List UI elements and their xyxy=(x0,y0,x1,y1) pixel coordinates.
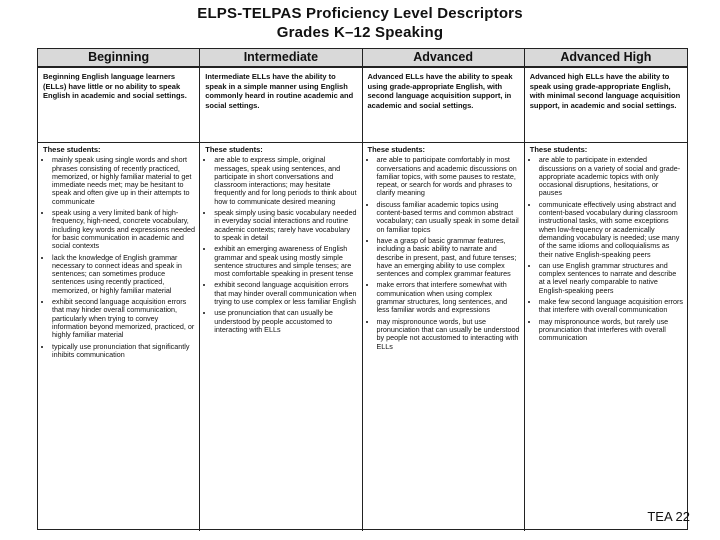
summary-beginning: Beginning English language learners (ELLs) have little or no ability to speak English in academic and social settings. xyxy=(38,68,200,143)
title-line-2: Grades K–12 Speaking xyxy=(276,24,444,41)
descriptor-item: • exhibit an emerging awareness of English grammar and speak using mostly simple sentence structures and simple tenses; are most comfortable speaking in present tense xyxy=(214,245,357,278)
descriptor-list xyxy=(43,156,195,359)
details-lead: These students: xyxy=(367,145,426,154)
descriptor-item: • discuss familiar academic topics using content-based terms and common abstract vocabulary; can usually speak in some detail on familiar topics xyxy=(377,201,520,234)
descriptor-list xyxy=(205,156,357,334)
descriptor-item: • have a grasp of basic grammar features, including a basic ability to narrate and describe in present, past, and future tenses; have an emerging ability to use complex sentences and complex grammar features xyxy=(377,237,520,278)
column-header-advanced-high: Advanced High xyxy=(525,49,687,68)
descriptor-list xyxy=(368,156,520,351)
details-lead: These students: xyxy=(529,145,588,154)
descriptor-list xyxy=(530,156,683,342)
document-title xyxy=(0,4,720,42)
descriptor-item: • exhibit second language acquisition errors that may hinder overall communication when trying to use complex or less familiar English xyxy=(214,281,357,306)
descriptor-item: • mainly speak using single words and short phrases consisting of recently practiced, memorized, or highly familiar material to get immediate needs met; may be hesitant to speak and often give up in their attempts to communicate xyxy=(52,156,195,206)
descriptor-item: • make errors that interfere somewhat with communication when using complex grammar structures, long sentences, and less familiar words and expressions xyxy=(377,281,520,314)
descriptor-item: • are able to express simple, original messages, speak using sentences, and participate in short conversations and classroom interactions; may hesitate frequently and for long periods to think about how to communicate desired meaning xyxy=(214,156,357,206)
details-lead: These students: xyxy=(205,145,263,154)
slide-footer: TEA 22 xyxy=(647,509,690,524)
descriptor-item: • may mispronounce words, but use pronunciation that can usually be understood by people not accustomed to interacting with ELLs xyxy=(377,318,520,351)
details-beginning xyxy=(38,143,200,531)
descriptor-item: • lack the knowledge of English grammar necessary to connect ideas and speak in sentences; can sometimes produce sentences using recently practiced, memorized, or highly familiar material xyxy=(52,254,195,295)
descriptor-item: • may mispronounce words, but rarely use pronunciation that interferes with overall communication xyxy=(539,318,683,343)
column-header-intermediate: Intermediate xyxy=(200,49,362,68)
descriptor-item: • are able to participate comfortably in most conversations and academic discussions on familiar topics, with some pauses to restate, repeat, or search for words and phrases to clarify meaning xyxy=(377,156,520,197)
descriptor-item: • exhibit second language acquisition errors that may hinder overall communication, particularly when trying to convey information beyond memorized, practiced, or highly familiar material xyxy=(52,298,195,339)
descriptor-item: • speak using a very limited bank of high-frequency, high-need, concrete vocabulary, including key words and expressions needed for basic communication in academic and social contexts xyxy=(52,209,195,250)
descriptor-item: • communicate effectively using abstract and content-based vocabulary during classroom instructional tasks, with some exceptions when low-frequency or academically demanding vocabulary is needed; use many of the same idioms and colloquialisms as their native English-speaking peers xyxy=(539,201,683,259)
title-line-1: ELPS-TELPAS Proficiency Level Descriptors xyxy=(197,5,523,22)
details-advanced-high xyxy=(525,143,687,531)
summary-advanced: Advanced ELLs have the ability to speak using grade-appropriate English, with second language acquisition support, in academic and social settings. xyxy=(363,68,525,143)
descriptor-item: • speak simply using basic vocabulary needed in everyday social interactions and routine academic contexts; rarely have vocabulary to speak in detail xyxy=(214,209,357,242)
details-lead: These students: xyxy=(43,145,101,154)
descriptor-item: • can use English grammar structures and complex sentences to narrate and describe at a level nearly comparable to native English-speaking peers xyxy=(539,262,683,295)
column-header-beginning: Beginning xyxy=(38,49,200,68)
details-advanced xyxy=(363,143,525,531)
proficiency-table xyxy=(37,48,688,530)
summary-advanced-high: Advanced high ELLs have the ability to speak using grade-appropriate English, with minimal second language acquisition support, in academic and social settings. xyxy=(525,68,687,143)
descriptor-item: • typically use pronunciation that significantly inhibits communication xyxy=(52,343,195,360)
descriptor-item: • use pronunciation that can usually be understood by people accustomed to interacting with ELLs xyxy=(214,309,357,334)
descriptor-item: • are able to participate in extended discussions on a variety of social and grade-appropriate academic topics with only occasional disruptions, hesitations, or pauses xyxy=(539,156,683,197)
details-intermediate xyxy=(200,143,362,531)
summary-intermediate: Intermediate ELLs have the ability to speak in a simple manner using English commonly heard in routine academic and social settings. xyxy=(200,68,362,143)
column-header-advanced: Advanced xyxy=(363,49,525,68)
descriptor-item: • make few second language acquisition errors that interfere with overall communication xyxy=(539,298,683,315)
